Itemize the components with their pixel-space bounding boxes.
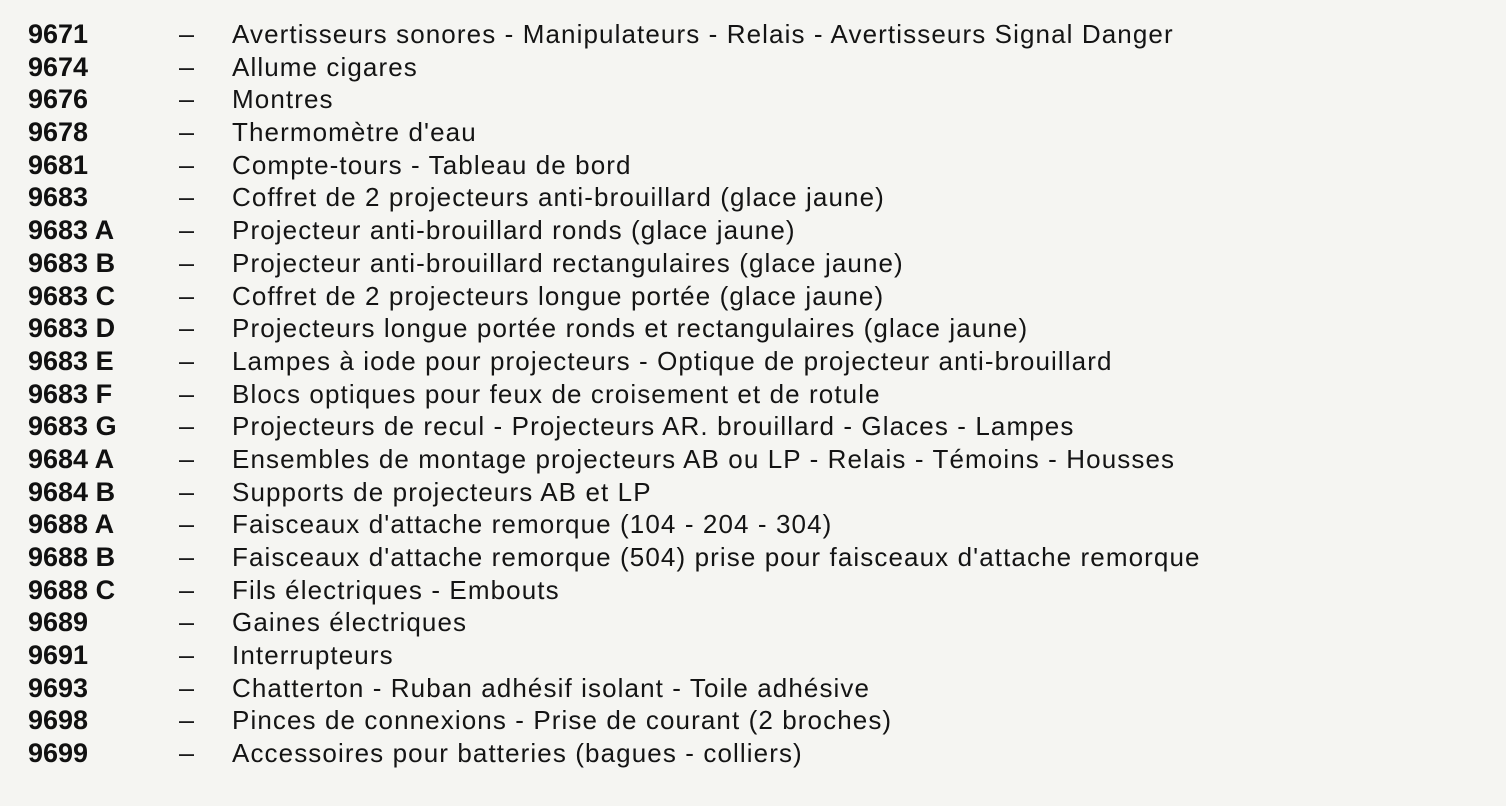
item-description: Projecteur anti-brouillard rectangulaires (glace jaune) — [232, 247, 904, 278]
item-description: Fils électriques - Embouts — [232, 574, 560, 605]
item-code: 9683 — [28, 182, 89, 213]
item-dash: – — [179, 672, 195, 703]
list-item — [28, 312, 1488, 345]
item-description: Interrupteurs — [232, 640, 394, 671]
item-code: 9683 G — [28, 411, 117, 442]
list-item — [28, 672, 1488, 705]
list-item — [28, 410, 1488, 443]
item-dash: – — [179, 411, 195, 442]
item-description: Pinces de connexions - Prise de courant (2 broches) — [232, 705, 893, 736]
item-description: Chatterton - Ruban adhésif isolant - Toile adhésive — [232, 672, 871, 703]
item-code: 9671 — [28, 19, 89, 49]
list-item — [28, 18, 1488, 51]
item-description: Lampes à iode pour projecteurs - Optique de projecteur anti-brouillard — [232, 345, 1113, 376]
item-code: 9688 A — [28, 509, 115, 540]
list-item — [28, 508, 1488, 541]
item-dash: – — [179, 443, 195, 474]
item-code: 9699 — [28, 738, 89, 769]
item-dash: – — [179, 19, 195, 49]
item-description: Thermomètre d'eau — [232, 117, 477, 148]
item-code: 9683 D — [28, 313, 116, 344]
list-item — [28, 606, 1488, 639]
list-item — [28, 541, 1488, 574]
item-dash: – — [179, 149, 195, 180]
item-dash: – — [179, 705, 195, 736]
item-description: Faisceaux d'attache remorque (504) prise pour faisceaux d'attache remorque — [232, 542, 1201, 572]
item-code: 9683 A — [28, 215, 115, 246]
item-description: Faisceaux d'attache remorque (104 - 204 - 304) — [232, 509, 833, 540]
item-code: 9684 B — [28, 476, 116, 507]
catalog-list — [28, 18, 1488, 770]
item-description: Projecteurs longue portée ronds et rectangulaires (glace jaune) — [232, 313, 1029, 344]
item-description: Gaines électriques — [232, 607, 468, 638]
item-description: Avertisseurs sonores - Manipulateurs - Relais - Avertisseurs Signal Danger — [232, 19, 1174, 49]
item-description: Coffret de 2 projecteurs longue portée (glace jaune) — [232, 280, 885, 311]
item-description: Supports de projecteurs AB et LP — [232, 476, 652, 507]
list-item — [28, 149, 1488, 182]
item-description: Ensembles de montage projecteurs AB ou LP - Relais - Témoins - Housses — [232, 443, 1176, 474]
item-description: Projecteurs de recul - Projecteurs AR. brouillard - Glaces - Lampes — [232, 411, 1075, 442]
item-dash: – — [179, 182, 195, 213]
item-description: Allume cigares — [232, 51, 418, 82]
item-dash: – — [179, 345, 195, 376]
item-dash: – — [179, 738, 195, 769]
item-dash: – — [179, 215, 195, 246]
item-code: 9683 C — [28, 280, 116, 311]
item-dash: – — [179, 542, 195, 572]
item-code: 9676 — [28, 84, 89, 115]
item-code: 9698 — [28, 705, 89, 736]
item-description: Projecteur anti-brouillard ronds (glace jaune) — [232, 215, 796, 246]
item-description: Coffret de 2 projecteurs anti-brouillard (glace jaune) — [232, 182, 885, 213]
item-dash: – — [179, 509, 195, 540]
item-dash: – — [179, 247, 195, 278]
item-dash: – — [179, 476, 195, 507]
list-item — [28, 181, 1488, 214]
item-dash: – — [179, 51, 195, 82]
list-item — [28, 83, 1488, 116]
item-code: 9683 F — [28, 378, 113, 409]
list-item — [28, 345, 1488, 378]
item-dash: – — [179, 313, 195, 344]
list-item — [28, 704, 1488, 737]
item-description: Montres — [232, 84, 334, 115]
list-item — [28, 476, 1488, 509]
item-dash: – — [179, 84, 195, 115]
list-item — [28, 51, 1488, 84]
list-item — [28, 280, 1488, 313]
item-dash: – — [179, 378, 195, 409]
list-item — [28, 378, 1488, 411]
item-dash: – — [179, 117, 195, 148]
item-code: 9688 C — [28, 574, 116, 605]
item-code: 9691 — [28, 640, 89, 671]
list-item — [28, 214, 1488, 247]
item-code: 9674 — [28, 51, 89, 82]
list-item — [28, 247, 1488, 280]
list-item — [28, 574, 1488, 607]
list-item — [28, 639, 1488, 672]
list-item — [28, 116, 1488, 149]
item-description: Accessoires pour batteries (bagues - colliers) — [232, 738, 803, 769]
item-code: 9684 A — [28, 443, 115, 474]
item-code: 9689 — [28, 607, 89, 638]
item-dash: – — [179, 607, 195, 638]
item-dash: – — [179, 280, 195, 311]
item-code: 9678 — [28, 117, 89, 148]
list-item — [28, 443, 1488, 476]
item-dash: – — [179, 640, 195, 671]
list-item — [28, 737, 1488, 770]
item-code: 9693 — [28, 672, 89, 703]
item-code: 9688 B — [28, 542, 116, 572]
item-code: 9681 — [28, 149, 89, 180]
item-code: 9683 E — [28, 345, 114, 376]
item-dash: – — [179, 574, 195, 605]
item-code: 9683 B — [28, 247, 116, 278]
item-description: Compte-tours - Tableau de bord — [232, 149, 632, 180]
item-description: Blocs optiques pour feux de croisement et de rotule — [232, 378, 881, 409]
